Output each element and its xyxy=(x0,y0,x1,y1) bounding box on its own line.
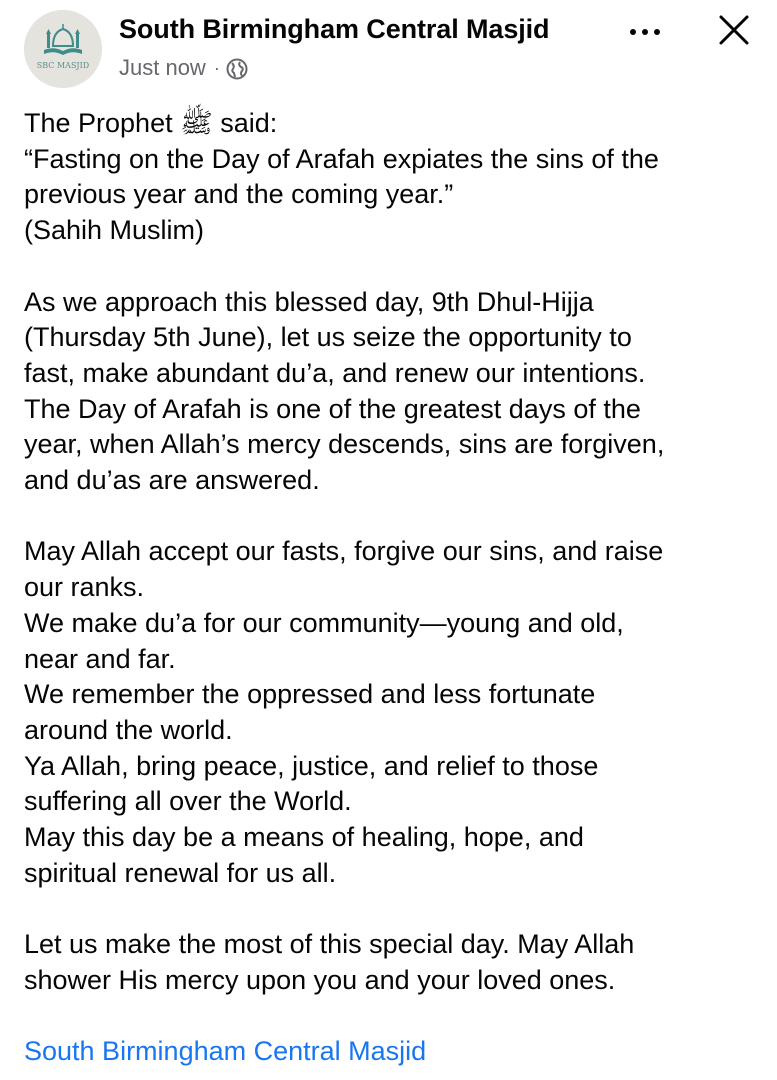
signature-line xyxy=(24,1034,764,1070)
logo-text: SBC MASJID xyxy=(36,61,90,70)
paragraph-gap xyxy=(24,891,764,927)
post-line: May this day be a means of healing, hope, and xyxy=(24,822,584,853)
paragraph-gap xyxy=(24,499,764,535)
globe-icon[interactable] xyxy=(226,58,248,80)
post-header xyxy=(0,0,777,100)
post-line: (Sahih Muslim) xyxy=(24,215,205,246)
meta-separator: · xyxy=(213,57,220,78)
post-line: Ya Allah, bring peace, justice, and relief to those xyxy=(24,750,599,781)
post-line: near and far. xyxy=(24,643,176,674)
page-mention-link[interactable]: South Birmingham Central Masjid xyxy=(24,1036,427,1067)
more-horizontal-icon[interactable] xyxy=(627,18,667,46)
mosque-logo-icon xyxy=(24,10,102,88)
post-line: and du’as are answered. xyxy=(24,465,320,496)
post-line: shower His mercy upon you and your loved ones. xyxy=(24,964,616,995)
post-line: (Thursday 5th June), let us seize the opportunity to xyxy=(24,322,632,353)
post-line: We make du’a for our community—young and old, xyxy=(24,607,624,638)
post-text xyxy=(24,106,764,1070)
post-line: The Day of Arafah is one of the greatest days of the xyxy=(24,393,641,424)
timestamp[interactable]: Just now xyxy=(119,55,206,80)
post-line: Let us make the most of this special day. May Allah xyxy=(24,929,635,960)
post-line: previous year and the coming year.” xyxy=(24,179,454,210)
post-line: year, when Allah’s mercy descends, sins are forgiven, xyxy=(24,429,665,460)
post-meta xyxy=(119,55,248,81)
paragraph-gap xyxy=(24,249,764,285)
paragraph-gap xyxy=(24,999,764,1035)
post-line: The Prophet ﷺ said: xyxy=(24,108,278,138)
post-line: May Allah accept our fasts, forgive our sins, and raise xyxy=(24,536,664,567)
post-line: around the world. xyxy=(24,714,233,745)
post-line: our ranks. xyxy=(24,572,145,603)
post-line: spiritual renewal for us all. xyxy=(24,857,337,888)
post-line: “Fasting on the Day of Arafah expiates the sins of the xyxy=(24,143,659,174)
post-line: suffering all over the World. xyxy=(24,786,352,817)
page-name[interactable]: South Birmingham Central Masjid xyxy=(119,14,550,44)
close-icon[interactable] xyxy=(716,12,752,48)
post-line: We remember the oppressed and less fortunate xyxy=(24,679,596,710)
post-line: fast, make abundant du’a, and renew our intentions. xyxy=(24,357,646,388)
page-avatar[interactable] xyxy=(24,10,102,88)
post-line: As we approach this blessed day, 9th Dhul-Hijja xyxy=(24,286,594,317)
